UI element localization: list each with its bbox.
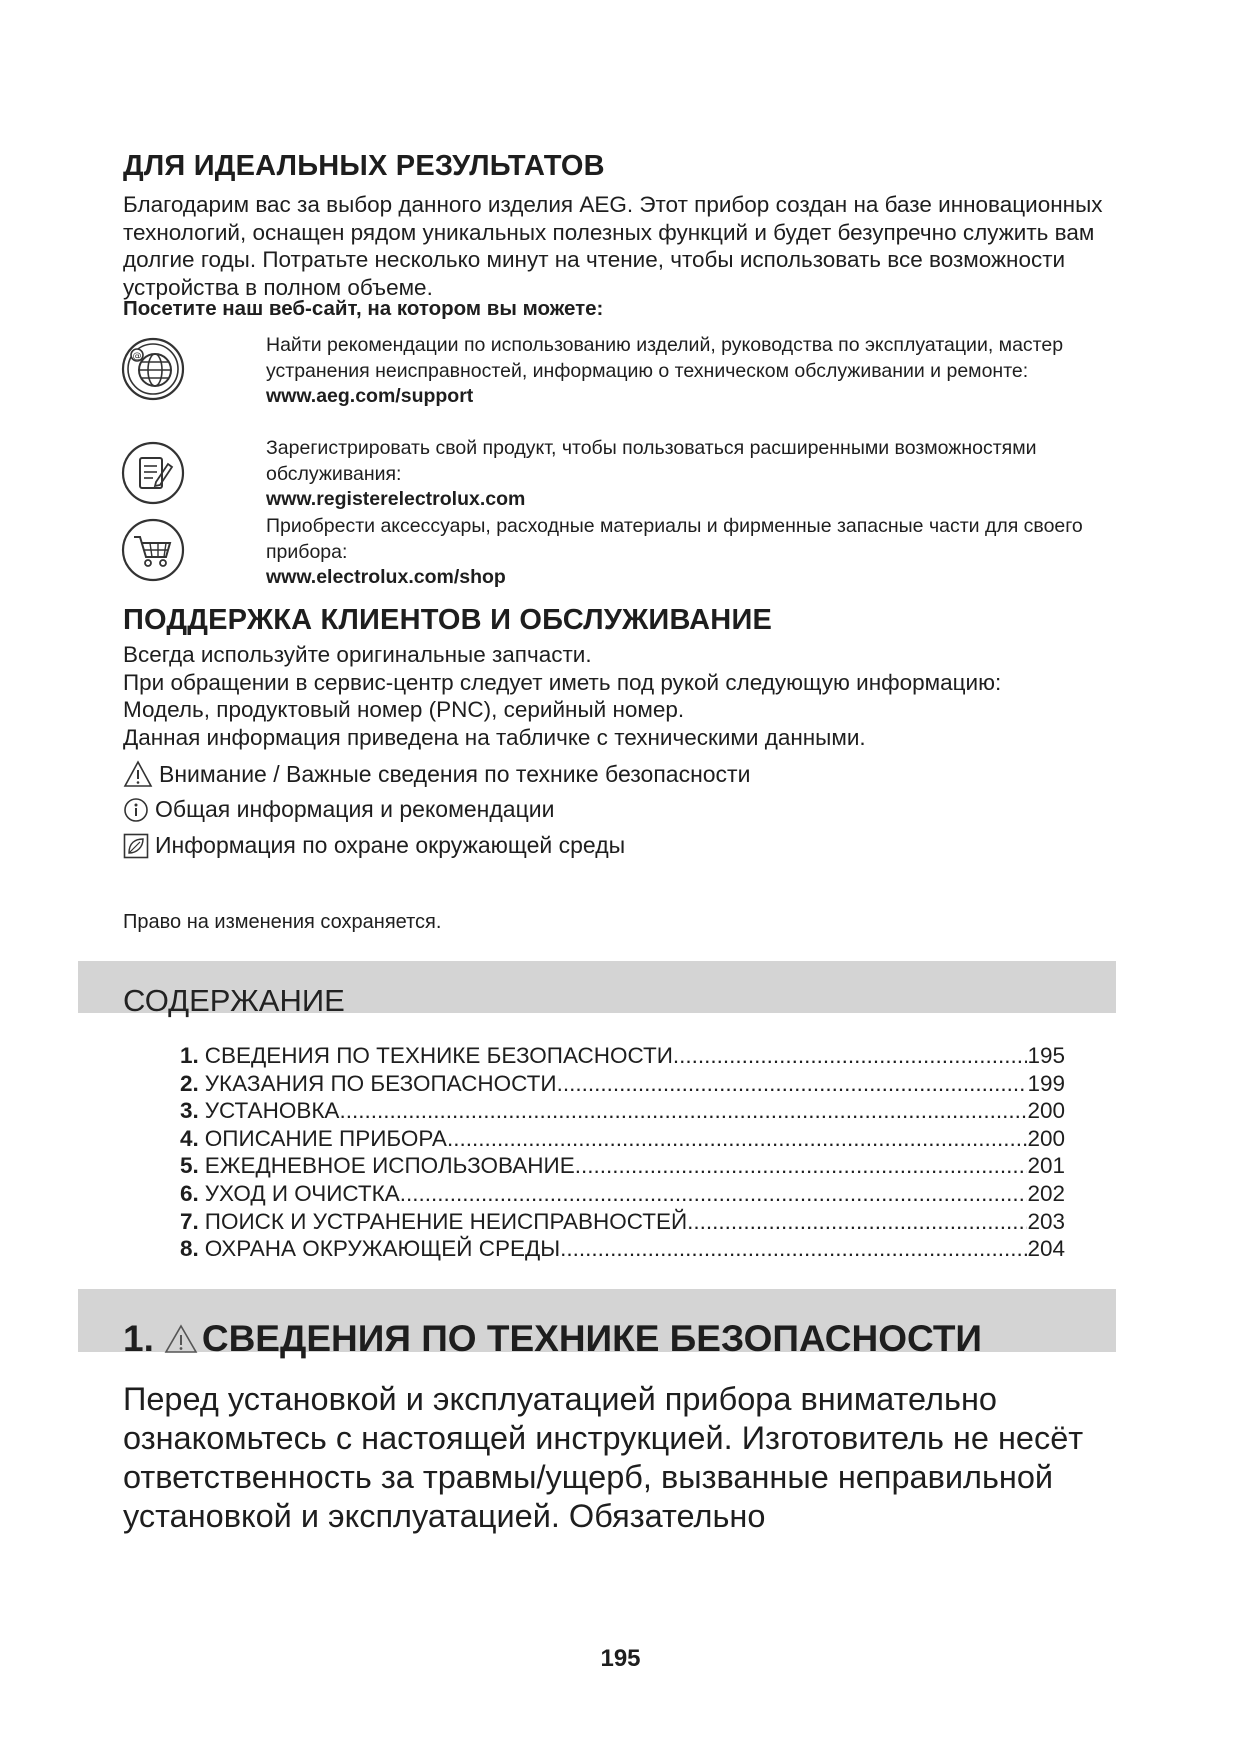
shop-item-text: Приобрести аксессуары, расходные материалы и фирменные запасные части для своего прибора: <box>266 515 1083 563</box>
warning-triangle-icon <box>164 1324 198 1354</box>
register-document-icon <box>120 440 186 506</box>
toc-entry-title: СВЕДЕНИЯ ПО ТЕХНИКЕ БЕЗОПАСНОСТИ <box>204 1043 673 1068</box>
shop-link[interactable]: www.electrolux.com/shop <box>266 566 506 588</box>
toc-entry[interactable] <box>180 1070 1065 1098</box>
toc-entry[interactable] <box>180 1097 1065 1125</box>
register-item-text: Зарегистрировать свой продукт, чтобы пользоваться расширенными возможностями обслуживания: <box>266 437 1037 485</box>
safety-section-heading: СВЕДЕНИЯ ПО ТЕХНИКЕ БЕЗОПАСНОСТИ <box>201 1318 983 1359</box>
toc-entry-title: ПОИСК И УСТРАНЕНИЕ НЕИСПРАВНОСТЕЙ <box>204 1208 688 1234</box>
shopping-cart-icon <box>120 517 186 583</box>
legend-environment-text: Информация по охране окружающей среды <box>155 832 626 858</box>
toc-entry[interactable] <box>180 1125 1065 1153</box>
support-link[interactable]: www.aeg.com/support <box>266 385 474 407</box>
safety-section-number: 1. <box>123 1318 154 1359</box>
legend-info <box>123 796 554 823</box>
info-icon <box>123 797 149 823</box>
legend-warning-text: Внимание / Важные сведения по технике безопасности <box>159 760 751 787</box>
toc-entry-page: 203 <box>1027 1208 1065 1234</box>
intro-paragraph: Благодарим вас за выбор данного изделия AEG. Этот прибор создан на базе инновационных технологий, оснащен рядом уникальных полезных функций и будет безупречно служить вам долгие годы. Потратьте несколько минут на чтение, чтобы использовать все возможности устройства в полном объеме. <box>123 192 1103 300</box>
toc-entry[interactable] <box>180 1235 1065 1263</box>
toc-entry-title: УХОД И ОЧИСТКА <box>204 1180 400 1206</box>
toc-entry-page: 204 <box>1027 1236 1065 1262</box>
register-link[interactable]: www.registerelectrolux.com <box>266 488 526 510</box>
toc-entry-page: 200 <box>1027 1098 1065 1124</box>
toc-entry[interactable] <box>180 1208 1065 1236</box>
toc-entry-page: 199 <box>1027 1070 1065 1096</box>
support-line: Всегда используйте оригинальные запчасти. <box>123 642 592 667</box>
toc-entry-number: 2. <box>180 1070 199 1096</box>
support-line: Данная информация приведена на табличке с техническими данными. <box>123 724 866 750</box>
toc-entry-number: 6. <box>180 1180 199 1206</box>
warning-triangle-icon <box>123 760 153 788</box>
toc-entry-number: 1. <box>180 1043 199 1068</box>
toc-title: СОДЕРЖАНИЕ <box>123 983 345 1018</box>
toc-entry-number: 5. <box>180 1153 199 1179</box>
toc-entry-number: 3. <box>180 1098 199 1124</box>
rights-reserved: Право на изменения сохраняется. <box>123 911 442 933</box>
legend-environment <box>123 832 625 859</box>
globe-support-icon <box>120 336 186 402</box>
legend-info-text: Общая информация и рекомендации <box>155 796 555 822</box>
toc-entry-title: УСТАНОВКА <box>204 1098 340 1124</box>
toc-entry-page: 202 <box>1027 1180 1065 1206</box>
toc-entry[interactable] <box>180 1152 1065 1180</box>
toc-entry-title: УКАЗАНИЯ ПО БЕЗОПАСНОСТИ <box>204 1070 557 1096</box>
toc-entry-page: 200 <box>1027 1125 1065 1151</box>
support-line: Модель, продуктовый номер (PNC), серийный номер. <box>123 697 685 723</box>
toc-entry-page: 195 <box>1027 1043 1065 1068</box>
toc-entry-title: ЕЖЕДНЕВНОЕ ИСПОЛЬЗОВАНИЕ <box>204 1153 575 1179</box>
toc-entry-title: ОПИСАНИЕ ПРИБОРА <box>204 1125 447 1151</box>
svg-text:@: @ <box>132 351 142 362</box>
toc-entry-number: 4. <box>180 1125 199 1151</box>
support-line: При обращении в сервис-центр следует иметь под рукой следующую информацию: <box>123 669 1002 695</box>
safety-lead-paragraph: Перед установкой и эксплуатацией прибора внимательно ознакомьтесь с настоящей инструкцией. Изготовитель не несёт ответственность за травмы/ущерб, вызванные неправильной установкой и эксплуатацией. Обязательно <box>123 1381 1084 1534</box>
safety-section-title <box>123 1318 982 1360</box>
section-title-support: ПОДДЕРЖКА КЛИЕНТОВ И ОБСЛУЖИВАНИЕ <box>123 604 773 636</box>
toc-entry-number: 8. <box>180 1236 199 1262</box>
toc-list <box>180 1042 1065 1263</box>
toc-entry-page: 201 <box>1027 1153 1065 1179</box>
visit-heading: Посетите наш веб-сайт, на котором вы можете: <box>123 297 604 320</box>
section-title-results: ДЛЯ ИДЕАЛЬНЫХ РЕЗУЛЬТАТОВ <box>123 150 605 182</box>
legend-warning <box>123 760 750 788</box>
toc-entry-title: ОХРАНА ОКРУЖАЮЩЕЙ СРЕДЫ <box>204 1236 561 1262</box>
toc-entry[interactable] <box>180 1180 1065 1208</box>
environment-leaf-icon <box>123 833 149 859</box>
support-item-text: Найти рекомендации по использованию изделий, руководства по эксплуатации, мастер устранения неисправностей, информацию о техническом обслуживании и ремонте: <box>266 334 1064 382</box>
page-number: 195 <box>600 1645 641 1672</box>
toc-entry[interactable] <box>180 1042 1065 1070</box>
toc-entry-number: 7. <box>180 1208 199 1234</box>
